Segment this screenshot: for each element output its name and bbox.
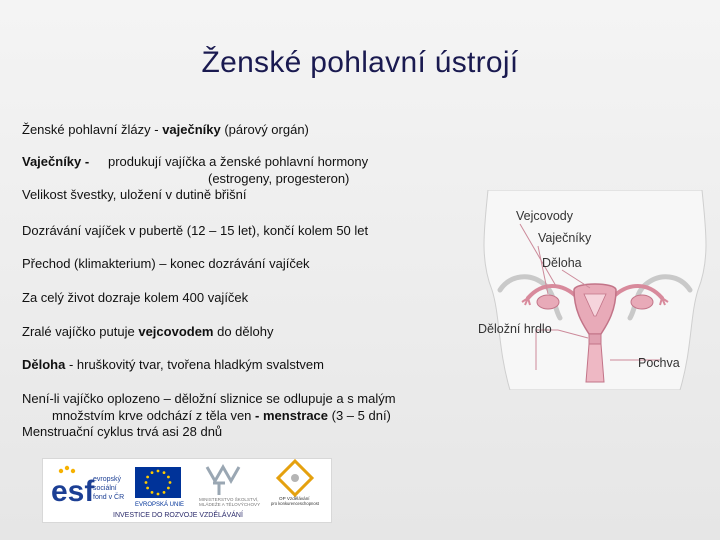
msmt-text-1: MINISTERSTVO ŠKOLSTVÍ, bbox=[199, 497, 259, 502]
label-pochva: Pochva bbox=[638, 356, 680, 370]
esf-mark: esf bbox=[51, 475, 95, 508]
text-line-count: Za celý život dozraje kolem 400 vajíček bbox=[22, 290, 249, 305]
text-span: - hruškovitý tvar, tvořena hladkým svalstvem bbox=[65, 357, 324, 372]
sponsor-logos bbox=[42, 458, 332, 523]
esf-text-3: fond v ČR bbox=[93, 494, 125, 501]
bold-term: vejcovodem bbox=[138, 324, 214, 339]
esf-text-1: evropský bbox=[93, 476, 122, 483]
msmt-text-2: MLÁDEŽE A TĚLOVÝCHOVY bbox=[199, 502, 261, 507]
eu-flag-logo bbox=[135, 467, 184, 508]
text-span: Ženské pohlavní žlázy - bbox=[22, 122, 163, 137]
anatomy-illustration bbox=[470, 190, 720, 390]
op-text-1: OP Vzdělávání bbox=[279, 496, 310, 501]
op-logo bbox=[271, 461, 320, 506]
bold-term: Děloha bbox=[22, 357, 66, 372]
text-line-oviduct bbox=[22, 324, 274, 339]
label-vejcovody: Vejcovody bbox=[516, 209, 573, 223]
label-hrdlo: Děložní hrdlo bbox=[478, 322, 552, 336]
logos-bar-text: INVESTICE DO ROZVOJE VZDĚLÁVÁNÍ bbox=[113, 512, 243, 519]
text-span: množstvím krve odchází z těla ven bbox=[52, 408, 256, 423]
text-span: (párový orgán) bbox=[220, 122, 309, 137]
bold-term: vaječníky bbox=[162, 122, 221, 137]
text-line-size: Velikost švestky, uložení v dutině břišní bbox=[22, 187, 247, 202]
text-line-maturation: Dozrávání vajíček v pubertě (12 – 15 let), končí kolem 50 let bbox=[22, 223, 369, 238]
bold-term: Vaječníky - bbox=[22, 154, 90, 169]
text-line-cycle: Menstruační cyklus trvá asi 28 dnů bbox=[22, 424, 223, 439]
text-span: (3 – 5 dní) bbox=[328, 408, 391, 423]
slide-title: Ženské pohlavní ústrojí bbox=[201, 46, 519, 79]
text-line-menstruation-2 bbox=[52, 408, 391, 423]
text-line-ovaries-desc: produkují vajíčka a ženské pohlavní hormony bbox=[108, 154, 369, 169]
label-vajecniky: Vaječníky bbox=[538, 231, 592, 245]
text-line-glands bbox=[22, 122, 309, 137]
uterus-diagram bbox=[470, 190, 720, 390]
esf-logo bbox=[49, 465, 124, 508]
esf-text-2: sociální bbox=[93, 485, 117, 492]
text-line-uterus bbox=[22, 357, 324, 372]
logo-bar bbox=[43, 459, 331, 522]
msmt-logo bbox=[199, 467, 260, 507]
text-span: do dělohy bbox=[213, 324, 274, 339]
text-span: Zralé vajíčko putuje bbox=[22, 324, 139, 339]
op-text-2: pro konkurenceschopnost bbox=[271, 501, 319, 506]
text-line-menstruation-1: Není-li vajíčko oplozeno – děložní sliznice se odlupuje a s malým bbox=[22, 391, 396, 406]
bold-term: - menstrace bbox=[255, 408, 329, 423]
label-deloha: Děloha bbox=[542, 256, 582, 270]
text-line-hormones: (estrogeny, progesteron) bbox=[208, 171, 350, 186]
eu-text: EVROPSKÁ UNIE bbox=[135, 502, 185, 508]
text-line-menopause: Přechod (klimakterium) – konec dozrávání vajíček bbox=[22, 256, 310, 271]
text-line-ovaries bbox=[22, 154, 89, 169]
